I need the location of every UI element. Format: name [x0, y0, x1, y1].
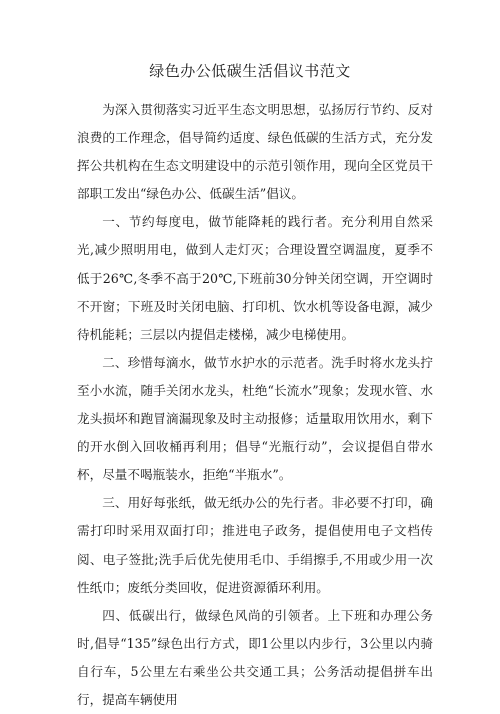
paragraph-intro: 为深入贯彻落实习近平生态文明思想，弘扬厉行节约、反对浪费的工作理念，倡导简约适度、绿色低碳的生活方式，充分发挥公共机构在生态文明建设中的示范引领作用，现向全区党员干部职工发出“绿色办公、低碳生活”倡议。	[77, 102, 433, 202]
document-body	[77, 96, 433, 714]
paragraph-save-paper: 三、用好每张纸，做无纸办公的先行者。非必要不打印，确需打印时采用双面打印；推进电子政务，提倡使用电子文档传阅、电子签批;洗手后优先使用毛巾、手绢擦手,不用或少用一次性纸巾；废纸分类回收，促进资源循环利用。	[77, 495, 433, 595]
paragraph-low-carbon-travel: 四、低碳出行，做绿色风尚的引领者。上下班和办理公务时,倡导“135”绿色出行方式，即1公里以内步行，3公里以内骑自行车，5公里左右乘坐公共交通工具；公务活动提倡拼车出行，提高车辆使用	[77, 607, 433, 707]
document-title: 绿色办公低碳生活倡议书范文	[149, 62, 351, 80]
paragraph-save-water: 二、珍惜每滴水，做节水护水的示范者。洗手时将水龙头拧至小水流，随手关闭水龙头，杜绝“长流水”现象；发现水管、水龙头损坏和跑冒滴漏现象及时主动报修；适量取用饮用水，剩下的开水倒入回收桶再利用；倡导“光瓶行动”，会议提倡自带水杯，尽量不喝瓶装水，拒绝“半瓶水”。	[77, 354, 433, 483]
paragraph-save-electricity: 一、节约每度电，做节能降耗的践行者。充分利用自然采光,减少照明用电，做到人走灯灭；合理设置空调温度，夏季不低于26℃,冬季不高于20℃,下班前30分钟关闭空调，开空调时不开窗；下班及时关闭电脑、打印机、饮水机等设备电源，减少待机能耗；三层以内提倡走楼梯，减少电梯使用。	[77, 214, 433, 342]
